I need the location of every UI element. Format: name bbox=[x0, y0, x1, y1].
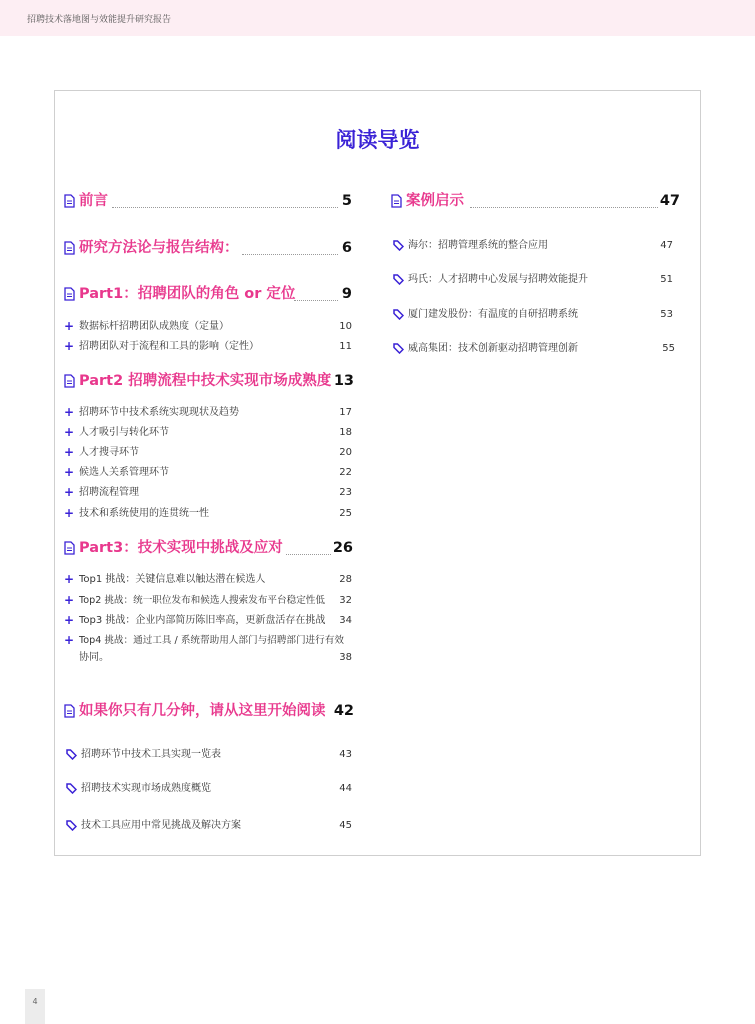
toc-section-part1[interactable] bbox=[64, 284, 352, 304]
toc-section-preface[interactable] bbox=[64, 191, 352, 211]
item-label: Top4 挑战：通过工具 / 系统帮助用人部门与招聘部门进行有效 bbox=[79, 635, 344, 646]
toc-item[interactable] bbox=[64, 572, 352, 588]
tag-icon bbox=[393, 240, 404, 251]
section-label: 研究方法论与报告结构： bbox=[79, 240, 239, 256]
item-page: 11 bbox=[339, 341, 352, 352]
plus-icon: + bbox=[64, 319, 75, 333]
toc-item[interactable] bbox=[64, 425, 352, 441]
toc-item[interactable] bbox=[64, 445, 352, 461]
section-label: 前言 bbox=[79, 193, 108, 209]
item-page: 45 bbox=[339, 820, 352, 831]
plus-icon: + bbox=[64, 465, 75, 479]
dot-leader bbox=[294, 300, 338, 301]
toc-tag-item[interactable] bbox=[393, 272, 673, 288]
tag-icon bbox=[393, 309, 404, 320]
document-icon bbox=[64, 374, 75, 388]
item-page: 47 bbox=[660, 240, 673, 251]
plus-icon: + bbox=[64, 572, 75, 586]
plus-icon: + bbox=[64, 593, 75, 607]
item-label: 海尔：招聘管理系统的整合应用 bbox=[408, 240, 548, 251]
section-page: 13 bbox=[333, 373, 354, 389]
document-icon bbox=[64, 241, 75, 255]
plus-icon: + bbox=[64, 445, 75, 459]
item-page: 43 bbox=[339, 749, 352, 760]
toc-section-part3[interactable] bbox=[64, 538, 353, 558]
section-page: 26 bbox=[332, 540, 353, 556]
toc-tag-item[interactable] bbox=[393, 307, 673, 323]
item-page: 51 bbox=[660, 274, 673, 285]
item-page: 55 bbox=[662, 343, 675, 354]
section-page: 47 bbox=[659, 193, 680, 209]
item-label: 技术和系统使用的连贯统一性 bbox=[79, 508, 209, 519]
page-number-box bbox=[25, 989, 45, 1024]
item-page: 10 bbox=[339, 321, 352, 332]
item-label: 玛氏：人才招聘中心发展与招聘效能提升 bbox=[408, 274, 588, 285]
item-label: 数据标杆招聘团队成熟度（定量） bbox=[79, 321, 229, 332]
item-page: 25 bbox=[339, 508, 352, 519]
document-icon bbox=[391, 194, 402, 208]
header-band bbox=[0, 0, 755, 36]
item-page: 18 bbox=[339, 427, 352, 438]
item-page: 22 bbox=[339, 467, 352, 478]
plus-icon: + bbox=[64, 633, 75, 647]
document-icon bbox=[64, 704, 75, 718]
item-label-continued: 协同。 bbox=[79, 652, 109, 663]
toc-item[interactable] bbox=[64, 465, 352, 481]
item-label: 人才搜寻环节 bbox=[79, 447, 139, 458]
toc-tag-item[interactable] bbox=[66, 818, 352, 834]
document-icon bbox=[64, 194, 75, 208]
item-label: 招聘技术实现市场成熟度概览 bbox=[81, 783, 211, 794]
dot-leader bbox=[112, 207, 338, 208]
page-title: 阅读导览 bbox=[335, 127, 420, 152]
toc-item[interactable] bbox=[64, 613, 352, 629]
section-page: 42 bbox=[333, 703, 354, 719]
item-page: 32 bbox=[339, 595, 352, 606]
item-page: 34 bbox=[339, 615, 352, 626]
section-label: Part3：技术实现中挑战及应对 bbox=[79, 540, 283, 556]
plus-icon: + bbox=[64, 339, 75, 353]
item-label: 招聘流程管理 bbox=[79, 487, 139, 498]
toc-item[interactable] bbox=[64, 339, 352, 355]
item-page: 53 bbox=[660, 309, 673, 320]
toc-section-cases[interactable] bbox=[391, 191, 680, 211]
plus-icon: + bbox=[64, 506, 75, 520]
section-label: 案例启示 bbox=[406, 193, 464, 209]
toc-item[interactable] bbox=[64, 593, 352, 609]
dot-leader bbox=[242, 254, 338, 255]
item-label: Top2 挑战：统一职位发布和候选人搜索发布平台稳定性低 bbox=[79, 595, 325, 606]
item-page: 28 bbox=[339, 574, 352, 585]
tag-icon bbox=[393, 274, 404, 285]
plus-icon: + bbox=[64, 425, 75, 439]
item-label: 人才吸引与转化环节 bbox=[79, 427, 169, 438]
toc-item[interactable] bbox=[64, 506, 352, 522]
tag-icon bbox=[66, 783, 77, 794]
item-label: 候选人关系管理环节 bbox=[79, 467, 169, 478]
item-label: 招聘环节中技术系统实现现状及趋势 bbox=[79, 407, 239, 418]
item-label: 技术工具应用中常见挑战及解决方案 bbox=[81, 820, 241, 831]
toc-tag-item[interactable] bbox=[393, 341, 675, 357]
toc-section-quick-start[interactable] bbox=[64, 701, 354, 721]
toc-section-methodology[interactable] bbox=[64, 238, 352, 258]
document-icon bbox=[64, 541, 75, 555]
toc-tag-item[interactable] bbox=[66, 747, 352, 763]
toc-item[interactable] bbox=[64, 319, 352, 335]
header-title: 招聘技术落地图与效能提升研究报告 bbox=[27, 15, 172, 25]
section-label: Part1：招聘团队的角色 or 定位 bbox=[79, 286, 296, 302]
plus-icon: + bbox=[64, 405, 75, 419]
tag-icon bbox=[66, 749, 77, 760]
toc-section-part2[interactable] bbox=[64, 371, 354, 391]
item-page: 38 bbox=[339, 652, 352, 663]
dot-leader bbox=[286, 554, 331, 555]
item-label: 招聘环节中技术工具实现一览表 bbox=[81, 749, 221, 760]
toc-item[interactable] bbox=[64, 405, 352, 421]
item-label: 厦门建发股份：有温度的自研招聘系统 bbox=[408, 309, 578, 320]
tag-icon bbox=[66, 820, 77, 831]
plus-icon: + bbox=[64, 485, 75, 499]
toc-item[interactable] bbox=[64, 485, 352, 501]
section-page: 5 bbox=[341, 193, 352, 209]
item-page: 17 bbox=[339, 407, 352, 418]
toc-item[interactable] bbox=[64, 633, 356, 667]
item-page: 20 bbox=[339, 447, 352, 458]
item-label: Top1 挑战：关键信息难以触达潜在候选人 bbox=[79, 574, 266, 585]
item-page: 44 bbox=[339, 783, 352, 794]
item-label: 招聘团队对于流程和工具的影响（定性） bbox=[79, 341, 259, 352]
item-label: 威高集团：技术创新驱动招聘管理创新 bbox=[408, 343, 578, 354]
plus-icon: + bbox=[64, 613, 75, 627]
tag-icon bbox=[393, 343, 404, 354]
document-icon bbox=[64, 287, 75, 301]
section-page: 9 bbox=[341, 286, 352, 302]
dot-leader bbox=[470, 207, 658, 208]
toc-tag-item[interactable] bbox=[66, 781, 352, 797]
toc-tag-item[interactable] bbox=[393, 238, 673, 254]
section-page: 6 bbox=[341, 240, 352, 256]
item-label: Top3 挑战：企业内部简历陈旧率高，更新盘活存在挑战 bbox=[79, 615, 326, 626]
item-page: 23 bbox=[339, 487, 352, 498]
page-number: 4 bbox=[32, 997, 38, 1006]
section-label: 如果你只有几分钟，请从这里开始阅读 bbox=[79, 703, 326, 719]
section-label: Part2 招聘流程中技术实现市场成熟度 bbox=[79, 373, 332, 389]
